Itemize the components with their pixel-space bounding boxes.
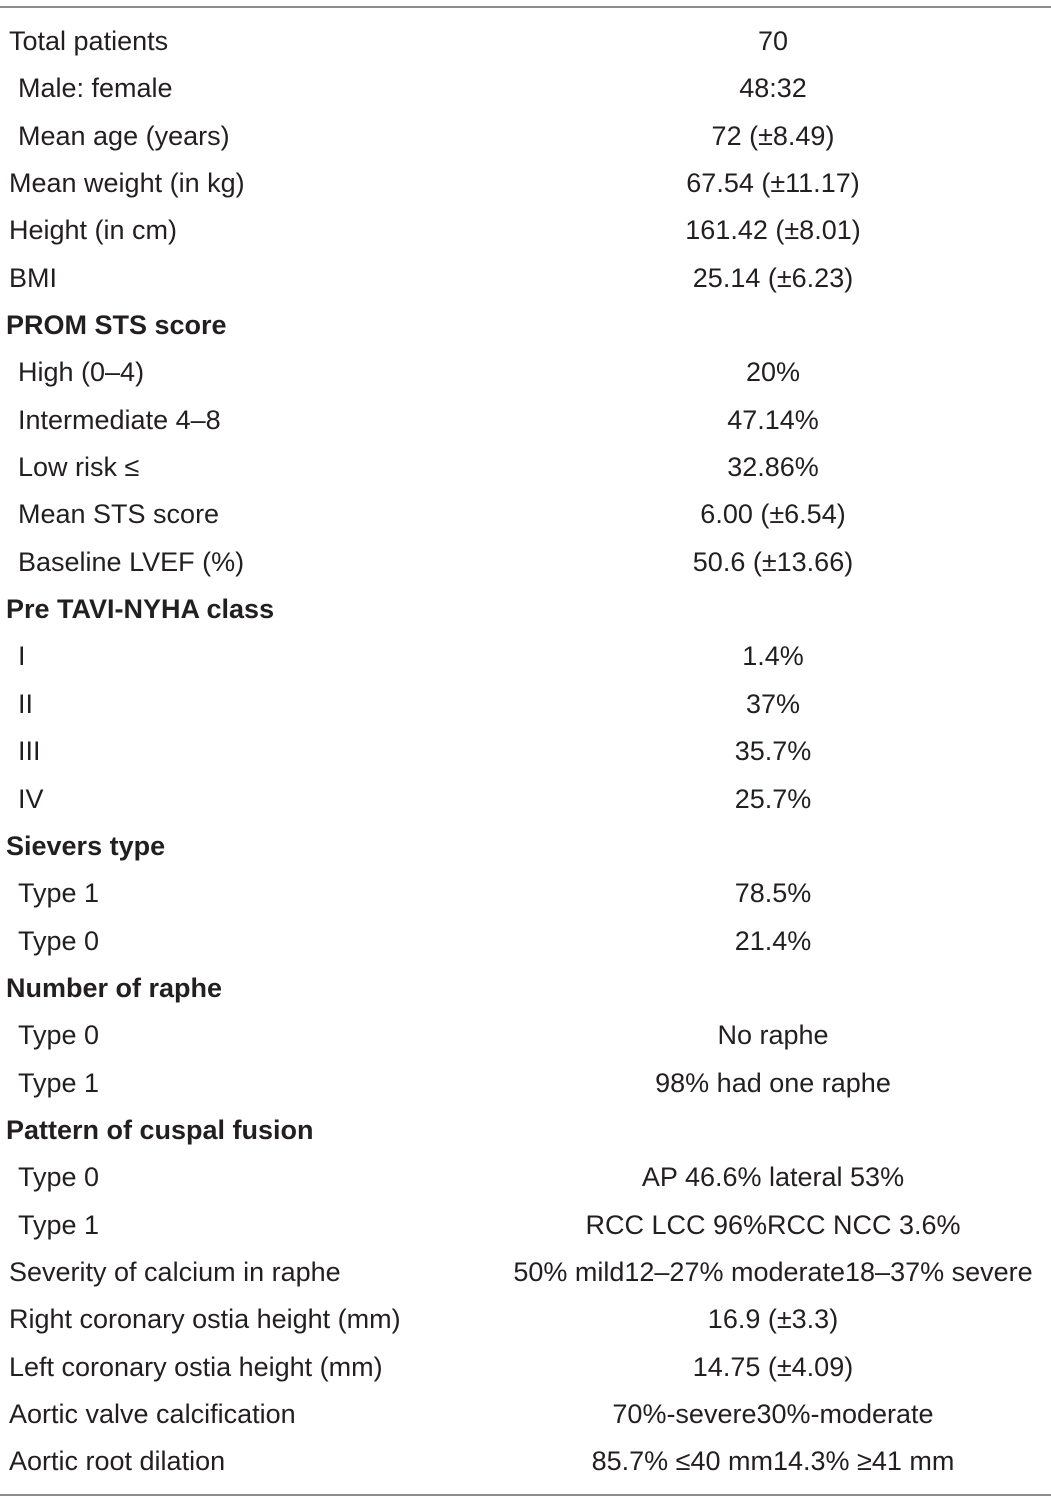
row-value: AP 46.6% lateral 53% xyxy=(641,1162,905,1193)
row-value: 50.6 (±13.66) xyxy=(692,546,854,577)
table-row xyxy=(0,113,1051,160)
row-value xyxy=(500,1107,1046,1154)
row-label: BMI xyxy=(9,262,58,293)
row-label: Type 0 xyxy=(18,1020,100,1051)
section-heading-row xyxy=(0,586,1051,633)
section-heading: Pattern of cuspal fusion xyxy=(6,1114,314,1145)
row-value: 6.00 (±6.54) xyxy=(700,499,846,530)
row-value: 98% had one raphe xyxy=(655,1067,891,1098)
row-value xyxy=(500,302,1046,349)
row-label: Male: female xyxy=(18,73,173,104)
table-row xyxy=(0,633,1051,680)
table-row xyxy=(0,681,1051,728)
row-value: 20% xyxy=(745,357,801,388)
table-row xyxy=(0,255,1051,302)
table-row xyxy=(0,397,1051,444)
row-value: 16.9 (±3.3) xyxy=(707,1304,839,1335)
row-value xyxy=(500,586,1046,633)
table-row xyxy=(0,918,1051,965)
row-value: No raphe xyxy=(717,1020,829,1051)
row-value: 72 (±8.49) xyxy=(711,120,835,151)
row-value xyxy=(500,823,1046,870)
section-heading: PROM STS score xyxy=(6,310,227,341)
row-value: 1.4% xyxy=(742,641,804,672)
row-value: 70%-severe30%-moderate xyxy=(612,1398,934,1429)
row-label: Aortic valve calcification xyxy=(9,1398,296,1429)
row-label: Mean weight (in kg) xyxy=(9,168,245,199)
row-label: Type 0 xyxy=(18,1162,100,1193)
row-value: 25.7% xyxy=(734,783,812,814)
row-label: Left coronary ostia height (mm) xyxy=(9,1351,383,1382)
table-top-rule xyxy=(0,6,1051,8)
table-row xyxy=(0,160,1051,207)
row-label: Intermediate 4–8 xyxy=(18,404,221,435)
row-value: 48:32 xyxy=(739,73,807,104)
row-label: III xyxy=(18,736,41,767)
row-value: 70 xyxy=(757,26,789,56)
table-row xyxy=(0,207,1051,254)
table-row xyxy=(0,1391,1051,1438)
row-value: 25.14 (±6.23) xyxy=(692,262,854,293)
row-label: Right coronary ostia height (mm) xyxy=(9,1304,401,1335)
row-value: 32.86% xyxy=(727,452,819,483)
row-label: Baseline LVEF (%) xyxy=(18,546,245,577)
section-heading: Number of raphe xyxy=(6,972,223,1003)
row-value: 67.54 (±11.17) xyxy=(686,168,860,199)
section-heading: Pre TAVI-NYHA class xyxy=(6,594,275,625)
row-label: I xyxy=(18,641,26,672)
table-bottom-rule xyxy=(0,1494,1051,1496)
table-row xyxy=(0,349,1051,396)
row-label: Low risk ≤ xyxy=(18,452,140,483)
table-row xyxy=(0,539,1051,586)
row-label: Height (in cm) xyxy=(9,215,178,246)
table-row xyxy=(0,728,1051,775)
row-value xyxy=(500,965,1046,1012)
row-value: 21.4% xyxy=(734,925,812,956)
row-value: 14.75 (±4.09) xyxy=(692,1351,854,1382)
table-row xyxy=(0,1438,1051,1485)
table-row xyxy=(0,18,1051,65)
table-row xyxy=(0,870,1051,917)
row-value: 35.7% xyxy=(734,736,812,767)
row-value: 47.14% xyxy=(727,404,819,435)
row-label: High (0–4) xyxy=(18,357,145,388)
section-heading-row xyxy=(0,965,1051,1012)
table-row xyxy=(0,1154,1051,1201)
row-label: Severity of calcium in raphe xyxy=(9,1256,341,1287)
table-row xyxy=(0,65,1051,112)
row-value: RCC LCC 96%RCC NCC 3.6% xyxy=(585,1209,961,1240)
row-value: 78.5% xyxy=(734,878,812,909)
row-value: 50% mild12–27% moderate18–37% severe xyxy=(513,1256,1033,1287)
table-row xyxy=(0,444,1051,491)
row-label: Mean STS score xyxy=(18,499,220,530)
row-value: 161.42 (±8.01) xyxy=(685,215,861,246)
section-heading: Sievers type xyxy=(6,830,166,861)
row-label: Aortic root dilation xyxy=(9,1446,226,1477)
table-row xyxy=(0,491,1051,538)
row-label: Mean age (years) xyxy=(18,120,230,151)
patient-characteristics-table xyxy=(0,18,1051,1486)
row-label: Total patients xyxy=(9,26,169,56)
section-heading-row xyxy=(0,302,1051,349)
row-value: 85.7% ≤40 mm14.3% ≥41 mm xyxy=(591,1446,955,1477)
table-row xyxy=(0,1249,1051,1296)
row-value: 37% xyxy=(745,688,801,719)
section-heading-row xyxy=(0,823,1051,870)
section-heading-row xyxy=(0,1107,1051,1154)
row-label: IV xyxy=(18,783,44,814)
table-row xyxy=(0,1060,1051,1107)
row-label: Type 1 xyxy=(18,1209,100,1240)
table-row xyxy=(0,1012,1051,1059)
row-label: Type 1 xyxy=(18,878,100,909)
table-row xyxy=(0,1344,1051,1391)
row-label: Type 1 xyxy=(18,1067,100,1098)
row-label: II xyxy=(18,688,34,719)
table-row xyxy=(0,1202,1051,1249)
table-row xyxy=(0,776,1051,823)
row-label: Type 0 xyxy=(18,925,100,956)
table-row xyxy=(0,1296,1051,1343)
